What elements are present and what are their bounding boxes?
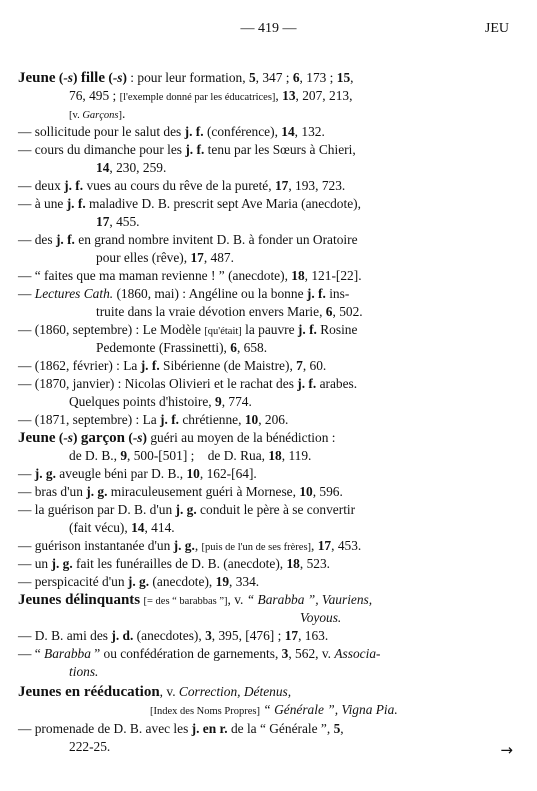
page-number: — 419 — xyxy=(240,21,297,36)
index-line: — cours du dimanche pour les j. f. tenu par les Sœurs à Chieri, xyxy=(18,142,356,157)
running-head: JEU xyxy=(484,21,509,36)
index-line: Quelques points d'histoire, 9, 774. xyxy=(69,394,252,409)
index-line: 14, 230, 259. xyxy=(96,160,167,175)
index-line: Voyous. xyxy=(300,610,342,625)
index-line: 17, 455. xyxy=(96,214,140,229)
index-line: Jeune (-s) fille (-s) : pour leur formation, 5, 347 ; 6, 173 ; 15, xyxy=(18,70,354,86)
index-line: — des j. f. en grand nombre invitent D. B. à fonder un Oratoire xyxy=(18,232,358,247)
index-line: — D. B. ami des j. d. (anecdotes), 3, 395, [476] ; 17, 163. xyxy=(18,628,329,643)
index-line: — “ Barabba ” ou confédération de garnements, 3, 562, v. Associa- xyxy=(18,646,381,661)
index-line: de D. B., 9, 500-[501] ; de D. Rua, 18, 119. xyxy=(69,448,312,463)
index-line: — “ faites que ma maman revienne ! ” (anecdote), 18, 121-[22]. xyxy=(18,268,362,283)
index-line: [Index des Noms Propres] “ Générale ”, Vigna Pia. xyxy=(150,702,398,717)
continue-arrow-icon: → xyxy=(500,741,513,759)
index-line: — un j. g. fait les funérailles de D. B. (anecdote), 18, 523. xyxy=(18,556,331,571)
index-line: truite dans la vraie dévotion envers Marie, 6, 502. xyxy=(96,304,363,319)
index-line: Jeune (-s) garçon (-s) guéri au moyen de la bénédiction : xyxy=(18,430,336,446)
index-line: — j. g. aveugle béni par D. B., 10, 162-[64]. xyxy=(18,466,257,481)
index-line: 76, 495 ; [l'exemple donné par les éducatrices], 13, 207, 213, xyxy=(69,88,353,103)
index-line: — sollicitude pour le salut des j. f. (conférence), 14, 132. xyxy=(18,124,325,139)
index-line: — (1870, janvier) : Nicolas Olivieri et le rachat des j. f. arabes. xyxy=(18,376,358,391)
index-line: — (1871, septembre) : La j. f. chrétienne, 10, 206. xyxy=(18,412,289,427)
index-line: — perspicacité d'un j. g. (anecdote), 19, 334. xyxy=(18,574,260,589)
index-line: — à une j. f. maladive D. B. prescrit sept Ave Maria (anecdote), xyxy=(18,196,361,211)
index-line: — Lectures Cath. (1860, mai) : Angéline ou la bonne j. f. ins- xyxy=(18,286,350,301)
index-line: — guérison instantanée d'un j. g., [puis de l'un de ses frères], 17, 453. xyxy=(18,538,362,553)
index-line: — bras d'un j. g. miraculeusement guéri à Mornese, 10, 596. xyxy=(18,484,343,499)
index-line: Jeunes délinquants [= des “ barabbas ”], v. “ Barabba ”, Vauriens, xyxy=(18,592,373,608)
index-line: 222-25. xyxy=(69,739,111,754)
index-line: [v. Garçons]. xyxy=(69,106,126,121)
index-line: — (1862, février) : La j. f. Sibérienne (de Maistre), 7, 60. xyxy=(18,358,327,373)
index-line: Pedemonte (Frassinetti), 6, 658. xyxy=(96,340,268,355)
index-line: — (1860, septembre) : Le Modèle [qu'était] la pauvre j. f. Rosine xyxy=(18,322,358,337)
index-line: — promenade de D. B. avec les j. en r. de la “ Générale ”, 5, xyxy=(18,721,344,736)
index-line: (fait vécu), 14, 414. xyxy=(69,520,175,535)
index-line: — deux j. f. vues au cours du rêve de la pureté, 17, 193, 723. xyxy=(18,178,346,193)
index-line: pour elles (rêve), 17, 487. xyxy=(96,250,234,265)
index-line: tions. xyxy=(69,664,99,679)
index-line: Jeunes en rééducation, v. Correction, Détenus, xyxy=(18,684,292,700)
index-line: — la guérison par D. B. d'un j. g. conduit le père à se convertir xyxy=(18,502,356,517)
